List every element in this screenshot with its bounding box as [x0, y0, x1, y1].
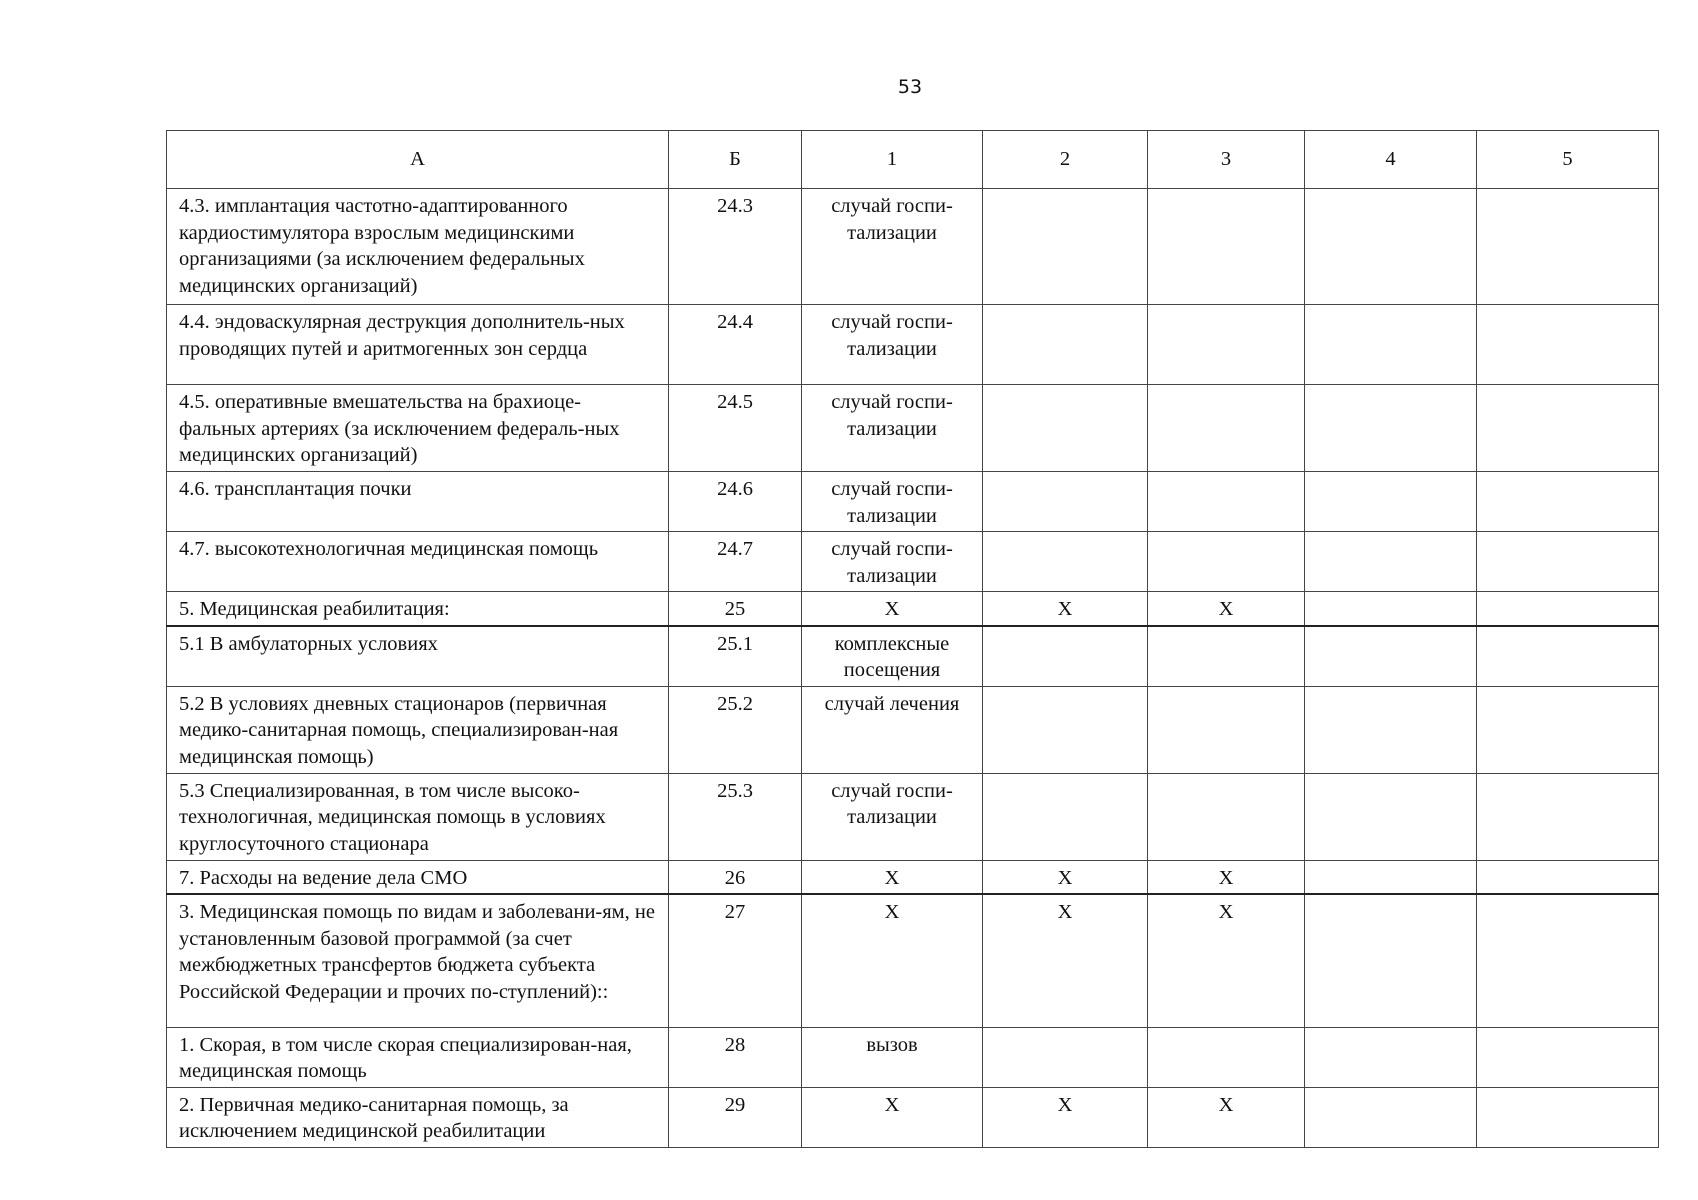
row-code: 24.6: [669, 472, 802, 532]
row-col-2: [983, 1027, 1148, 1087]
table-row: [167, 385, 1659, 472]
row-unit: X: [802, 894, 983, 1027]
row-unit: комплексные посещения: [802, 626, 983, 687]
row-col-4: [1305, 592, 1477, 626]
row-col-3: X: [1148, 592, 1305, 626]
row-col-4: [1305, 189, 1477, 305]
row-code: 27: [669, 894, 802, 1027]
row-code: 29: [669, 1087, 802, 1147]
row-unit: X: [802, 1087, 983, 1147]
row-col-5: [1477, 472, 1659, 532]
row-col-3: [1148, 773, 1305, 860]
row-col-4: [1305, 894, 1477, 1027]
row-col-2: [983, 385, 1148, 472]
header-cell-5: 5: [1477, 131, 1659, 189]
row-col-2: [983, 626, 1148, 687]
row-name: 5.3 Специализированная, в том числе высоко-технологичная, медицинская помощь в условиях круглосуточного стационара: [167, 773, 669, 860]
row-unit: случай госпи-тализации: [802, 385, 983, 472]
row-col-3: X: [1148, 860, 1305, 894]
row-col-5: [1477, 189, 1659, 305]
table-row: [167, 860, 1659, 894]
row-name: 4.7. высокотехнологичная медицинская помощь: [167, 532, 669, 592]
row-name: 4.4. эндоваскулярная деструкция дополнитель-ных проводящих путей и аритмогенных зон сердца: [167, 305, 669, 385]
row-col-5: [1477, 626, 1659, 687]
row-col-2: [983, 189, 1148, 305]
row-name: 2. Первичная медико-санитарная помощь, за исключением медицинской реабилитации: [167, 1087, 669, 1147]
row-name: 1. Скорая, в том числе скорая специализирован-ная, медицинская помощь: [167, 1027, 669, 1087]
row-col-4: [1305, 773, 1477, 860]
row-col-3: [1148, 472, 1305, 532]
row-col-3: [1148, 1027, 1305, 1087]
header-cell-4: 4: [1305, 131, 1477, 189]
row-code: 24.7: [669, 532, 802, 592]
row-code: 25.1: [669, 626, 802, 687]
row-code: 28: [669, 1027, 802, 1087]
row-col-3: [1148, 385, 1305, 472]
row-col-5: [1477, 305, 1659, 385]
row-col-2: X: [983, 860, 1148, 894]
row-col-3: X: [1148, 1087, 1305, 1147]
row-col-5: [1477, 894, 1659, 1027]
table-row: [167, 1027, 1659, 1087]
table-row: [167, 894, 1659, 1027]
row-col-4: [1305, 305, 1477, 385]
row-col-2: [983, 305, 1148, 385]
row-name: 5.2 В условиях дневных стационаров (первичная медико-санитарная помощь, специализирован-ная медицинская помощь): [167, 686, 669, 773]
row-unit: вызов: [802, 1027, 983, 1087]
row-name: 4.6. трансплантация почки: [167, 472, 669, 532]
row-name: 3. Медицинская помощь по видам и заболевани-ям, не установленным базовой программой (за счет межбюджетных трансфертов бюджета субъекта Российской Федерации и прочих по-ступлений)::: [167, 894, 669, 1027]
row-name: 5.1 В амбулаторных условиях: [167, 626, 669, 687]
row-code: 26: [669, 860, 802, 894]
row-col-2: X: [983, 894, 1148, 1027]
row-col-4: [1305, 532, 1477, 592]
table-row: [167, 532, 1659, 592]
row-code: 25: [669, 592, 802, 626]
row-col-5: [1477, 1087, 1659, 1147]
row-col-3: [1148, 532, 1305, 592]
row-col-2: [983, 532, 1148, 592]
row-unit: случай госпи-тализации: [802, 189, 983, 305]
row-code: 25.2: [669, 686, 802, 773]
table-row: [167, 773, 1659, 860]
row-col-5: [1477, 686, 1659, 773]
header-row: [167, 131, 1659, 189]
row-code: 24.3: [669, 189, 802, 305]
table-row: [167, 686, 1659, 773]
row-col-2: [983, 773, 1148, 860]
row-unit: случай госпи-тализации: [802, 773, 983, 860]
row-col-2: X: [983, 592, 1148, 626]
row-name: 5. Медицинская реабилитация:: [167, 592, 669, 626]
row-col-4: [1305, 472, 1477, 532]
row-col-4: [1305, 1027, 1477, 1087]
row-code: 24.4: [669, 305, 802, 385]
row-col-4: [1305, 686, 1477, 773]
table-row: [167, 1087, 1659, 1147]
row-col-2: X: [983, 1087, 1148, 1147]
row-name: 4.5. оперативные вмешательства на брахиоце-фальных артериях (за исключением федераль-ных медицинских организаций): [167, 385, 669, 472]
row-col-3: X: [1148, 894, 1305, 1027]
header-cell-3: 3: [1148, 131, 1305, 189]
row-col-3: [1148, 626, 1305, 687]
row-unit: случай госпи-тализации: [802, 532, 983, 592]
data-table: [166, 130, 1659, 1148]
header-cell-2: 2: [983, 131, 1148, 189]
row-col-5: [1477, 532, 1659, 592]
header-cell-1: 1: [802, 131, 983, 189]
header-cell-a: А: [167, 131, 669, 189]
row-col-5: [1477, 385, 1659, 472]
row-code: 24.5: [669, 385, 802, 472]
row-unit: случай госпи-тализации: [802, 472, 983, 532]
row-name: 4.3. имплантация частотно-адаптированного кардиостимулятора взрослым медицинскими организациями (за исключением федеральных медицинских организаций): [167, 189, 669, 305]
header-cell-b: Б: [669, 131, 802, 189]
row-code: 25.3: [669, 773, 802, 860]
row-col-5: [1477, 592, 1659, 626]
page-number: 53: [897, 76, 923, 98]
row-col-4: [1305, 860, 1477, 894]
row-unit: X: [802, 860, 983, 894]
row-col-5: [1477, 1027, 1659, 1087]
row-col-5: [1477, 773, 1659, 860]
row-name: 7. Расходы на ведение дела СМО: [167, 860, 669, 894]
table-row: [167, 592, 1659, 626]
row-unit: случай лечения: [802, 686, 983, 773]
row-unit: случай госпи-тализации: [802, 305, 983, 385]
table-row: [167, 189, 1659, 305]
table-row: [167, 472, 1659, 532]
row-col-3: [1148, 305, 1305, 385]
row-col-4: [1305, 626, 1477, 687]
row-col-5: [1477, 860, 1659, 894]
row-col-4: [1305, 385, 1477, 472]
row-unit: X: [802, 592, 983, 626]
row-col-2: [983, 472, 1148, 532]
table-row: [167, 626, 1659, 687]
row-col-3: [1148, 686, 1305, 773]
table-row: [167, 305, 1659, 385]
row-col-2: [983, 686, 1148, 773]
row-col-4: [1305, 1087, 1477, 1147]
row-col-3: [1148, 189, 1305, 305]
